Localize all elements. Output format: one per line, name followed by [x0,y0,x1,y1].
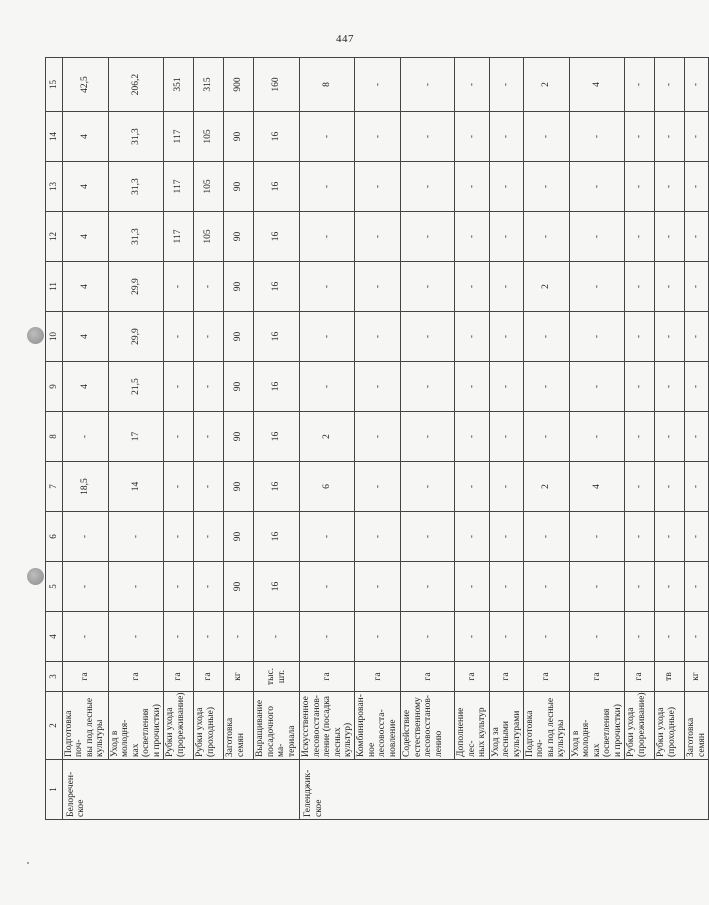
unit-cell: га [625,662,655,692]
table-row [300,58,355,820]
value-cell: 90 [224,462,254,512]
value-cell: - [570,562,625,612]
silviculture-plan-table [45,57,709,820]
value-cell: 16 [254,112,300,162]
punch-hole-icon [27,568,44,585]
column-number-cell: 6 [46,512,63,562]
total-value-cell: - [625,58,655,112]
table-body [46,58,709,820]
value-cell: 16 [254,312,300,362]
value-cell: - [625,362,655,412]
total-value-cell: - [655,58,685,112]
column-number-cell: 13 [46,162,63,212]
value-cell: - [194,312,224,362]
table-row [63,58,109,820]
value-cell: - [355,262,401,312]
value-cell: - [164,262,194,312]
value-cell: - [655,562,685,612]
column-number-row [46,58,63,820]
value-cell: 90 [224,512,254,562]
value-cell: - [355,162,401,212]
value-cell: - [655,412,685,462]
value-cell: - [570,212,625,262]
value-cell: 117 [164,162,194,212]
value-cell: - [401,562,455,612]
value-cell: 117 [164,212,194,262]
value-cell: - [524,562,570,612]
value-cell: 6 [300,462,355,512]
value-cell: 117 [164,112,194,162]
value-cell: - [355,462,401,512]
value-cell: - [401,612,455,662]
table-row [489,58,523,820]
column-number-cell: 10 [46,312,63,362]
value-cell: - [489,262,523,312]
value-cell: - [455,512,489,562]
value-cell: - [570,362,625,412]
activity-name-cell: Заготовка семян [685,692,709,760]
value-cell: - [489,412,523,462]
value-cell: - [625,612,655,662]
value-cell: - [455,212,489,262]
unit-cell: га [194,662,224,692]
total-value-cell: 315 [194,58,224,112]
page-number: 447 [336,33,354,45]
column-number-cell: 3 [46,662,63,692]
value-cell: - [570,162,625,212]
value-cell: 16 [254,412,300,462]
activity-name-cell: Уход в молодня- ках (осветления и прочистки) [109,692,164,760]
value-cell: - [625,462,655,512]
value-cell: 90 [224,362,254,412]
value-cell: 105 [194,112,224,162]
value-cell: - [194,412,224,462]
value-cell: - [489,512,523,562]
value-cell: - [455,562,489,612]
column-number-cell: 11 [46,262,63,312]
activity-name-cell: Рубки ухода (прореживание) [625,692,655,760]
value-cell: 18,5 [63,462,109,512]
value-cell: 90 [224,112,254,162]
unit-cell: га [355,662,401,692]
value-cell: - [300,312,355,362]
value-cell: - [524,212,570,262]
value-cell: - [355,212,401,262]
value-cell: - [625,512,655,562]
unit-cell: кг [224,662,254,692]
value-cell: - [655,362,685,412]
unit-cell: тв [655,662,685,692]
value-cell: - [355,312,401,362]
value-cell: - [164,412,194,462]
value-cell: - [625,262,655,312]
column-number-cell: 1 [46,760,63,820]
total-value-cell: 8 [300,58,355,112]
value-cell: - [685,462,709,512]
value-cell: - [524,412,570,462]
value-cell: 16 [254,512,300,562]
total-value-cell: 206,2 [109,58,164,112]
value-cell: - [655,262,685,312]
value-cell: - [625,212,655,262]
column-number-cell: 4 [46,612,63,662]
unit-cell: га [455,662,489,692]
table-row [194,58,224,820]
value-cell: - [489,562,523,612]
value-cell: - [300,562,355,612]
activity-name-cell: Выращивание посадочного ма- териала [254,692,300,760]
value-cell: - [655,162,685,212]
value-cell: - [489,162,523,212]
value-cell: 4 [63,312,109,362]
activity-name-cell: Рубки ухода (прореживание) [164,692,194,760]
unit-cell: га [164,662,194,692]
value-cell: - [401,362,455,412]
unit-cell: га [109,662,164,692]
table-row [164,58,194,820]
value-cell: 16 [254,212,300,262]
value-cell: - [355,562,401,612]
value-cell: - [685,362,709,412]
column-number-cell: 9 [46,362,63,412]
value-cell: 90 [224,312,254,362]
value-cell: - [685,412,709,462]
value-cell: - [455,312,489,362]
value-cell: - [300,512,355,562]
table-row [524,58,570,820]
value-cell: 16 [254,162,300,212]
activity-name-cell: Подготовка поч- вы под лесные культуры [63,692,109,760]
table-row [254,58,300,820]
value-cell: - [401,112,455,162]
value-cell: - [300,262,355,312]
value-cell: - [570,612,625,662]
unit-cell: га [524,662,570,692]
value-cell: - [401,212,455,262]
value-cell: - [63,562,109,612]
value-cell: - [655,512,685,562]
value-cell: - [224,612,254,662]
value-cell: - [685,112,709,162]
total-value-cell: - [455,58,489,112]
value-cell: 2 [524,262,570,312]
value-cell: - [625,412,655,462]
value-cell: 4 [63,212,109,262]
value-cell: - [625,312,655,362]
column-number-cell: 8 [46,412,63,462]
value-cell: 4 [63,262,109,312]
value-cell: - [300,212,355,262]
value-cell: - [109,512,164,562]
total-value-cell: 160 [254,58,300,112]
rotated-table-container [45,58,707,820]
value-cell: - [164,362,194,412]
value-cell: - [655,212,685,262]
value-cell: - [524,612,570,662]
value-cell: - [254,612,300,662]
table-row [355,58,401,820]
value-cell: 29,9 [109,262,164,312]
value-cell: - [655,312,685,362]
value-cell: 16 [254,362,300,412]
total-value-cell: 900 [224,58,254,112]
activity-name-cell: Дополнение лес- ных культур [455,692,489,760]
unit-cell: га [401,662,455,692]
value-cell: - [524,512,570,562]
value-cell: - [109,612,164,662]
value-cell: - [489,612,523,662]
value-cell: - [164,512,194,562]
unit-cell: га [570,662,625,692]
value-cell: - [570,312,625,362]
value-cell: - [489,362,523,412]
value-cell: - [401,412,455,462]
punch-hole-icon [27,327,44,344]
value-cell: - [489,312,523,362]
value-cell: - [164,462,194,512]
value-cell: - [455,612,489,662]
unit-cell: га [63,662,109,692]
value-cell: - [655,112,685,162]
column-number-cell: 15 [46,58,63,112]
value-cell: - [655,462,685,512]
value-cell: 16 [254,562,300,612]
total-value-cell: 2 [524,58,570,112]
value-cell: 90 [224,562,254,612]
total-value-cell: 4 [570,58,625,112]
value-cell: - [300,112,355,162]
value-cell: 90 [224,162,254,212]
total-value-cell: 351 [164,58,194,112]
value-cell: 4 [63,112,109,162]
value-cell: - [194,462,224,512]
value-cell: - [685,212,709,262]
value-cell: - [455,262,489,312]
value-cell: - [570,512,625,562]
value-cell: 2 [524,462,570,512]
value-cell: - [300,612,355,662]
value-cell: - [524,362,570,412]
value-cell: - [489,212,523,262]
value-cell: - [164,312,194,362]
value-cell: - [625,112,655,162]
table-row [455,58,489,820]
activity-name-cell: Уход в молодня- ках (осветления и прочистки) [570,692,625,760]
value-cell: 17 [109,412,164,462]
value-cell: - [655,612,685,662]
value-cell: - [401,512,455,562]
table-rotator [45,58,707,820]
region-name-cell: Белоречен- ское [63,760,300,820]
value-cell: - [194,612,224,662]
activity-name-cell: Заготовка семян [224,692,254,760]
table-row [655,58,685,820]
value-cell: - [63,512,109,562]
value-cell: - [455,162,489,212]
value-cell: - [401,162,455,212]
table-row [109,58,164,820]
unit-cell: тыс. шт. [254,662,300,692]
value-cell: 31,3 [109,112,164,162]
value-cell: 29,9 [109,312,164,362]
total-value-cell: - [489,58,523,112]
value-cell: - [685,162,709,212]
value-cell: - [194,262,224,312]
value-cell: - [109,562,164,612]
value-cell: 105 [194,212,224,262]
column-number-cell: 5 [46,562,63,612]
region-name-cell: Геленджик- ское [300,760,709,820]
value-cell: 16 [254,262,300,312]
value-cell: - [524,162,570,212]
value-cell: - [63,612,109,662]
unit-cell: кг [685,662,709,692]
value-cell: - [625,162,655,212]
value-cell: - [685,312,709,362]
column-number-cell: 12 [46,212,63,262]
value-cell: - [194,362,224,412]
value-cell: - [401,462,455,512]
column-number-cell: 2 [46,692,63,760]
value-cell: - [300,162,355,212]
column-number-cell: 7 [46,462,63,512]
value-cell: - [63,412,109,462]
value-cell: - [685,612,709,662]
value-cell: 90 [224,412,254,462]
value-cell: 105 [194,162,224,212]
value-cell: - [570,262,625,312]
scan-speck [27,862,29,864]
total-value-cell: - [355,58,401,112]
value-cell: - [455,462,489,512]
value-cell: - [524,112,570,162]
value-cell: 4 [63,162,109,212]
table-row [570,58,625,820]
value-cell: - [685,262,709,312]
value-cell: - [401,262,455,312]
value-cell: - [355,362,401,412]
value-cell: 16 [254,462,300,512]
value-cell: - [164,612,194,662]
value-cell: - [164,562,194,612]
value-cell: - [300,362,355,412]
value-cell: 14 [109,462,164,512]
value-cell: 31,3 [109,162,164,212]
table-row [224,58,254,820]
value-cell: 4 [570,462,625,512]
value-cell: - [570,412,625,462]
value-cell: - [625,562,655,612]
activity-name-cell: Комбинирован- ное лесовосста- новление [355,692,401,760]
activity-name-cell: Содействие естественному лесовосстанов- лению [401,692,455,760]
value-cell: - [685,512,709,562]
activity-name-cell: Рубки ухода (проходные) [194,692,224,760]
value-cell: - [355,612,401,662]
value-cell: 31,3 [109,212,164,262]
activity-name-cell: Рубки ухода (проходные) [655,692,685,760]
value-cell: 4 [63,362,109,412]
value-cell: - [489,462,523,512]
table-row [625,58,655,820]
unit-cell: га [489,662,523,692]
value-cell: - [524,312,570,362]
total-value-cell: 42,5 [63,58,109,112]
value-cell: - [194,562,224,612]
value-cell: - [355,512,401,562]
value-cell: - [401,312,455,362]
activity-name-cell: Уход за лесными культурами [489,692,523,760]
unit-cell: га [300,662,355,692]
value-cell: - [355,412,401,462]
total-value-cell: - [401,58,455,112]
value-cell: - [685,562,709,612]
value-cell: 2 [300,412,355,462]
activity-name-cell: Подготовка поч- вы под лесные культуры [524,692,570,760]
value-cell: 21,5 [109,362,164,412]
value-cell: - [455,112,489,162]
value-cell: - [355,112,401,162]
value-cell: - [489,112,523,162]
table-row [401,58,455,820]
value-cell: 90 [224,262,254,312]
column-number-cell: 14 [46,112,63,162]
total-value-cell: - [685,58,709,112]
value-cell: - [455,412,489,462]
table-row [685,58,709,820]
value-cell: - [194,512,224,562]
value-cell: - [570,112,625,162]
value-cell: - [455,362,489,412]
activity-name-cell: Искусственное лесовосстанов- ление (посадка лесных культур) [300,692,355,760]
value-cell: 90 [224,212,254,262]
